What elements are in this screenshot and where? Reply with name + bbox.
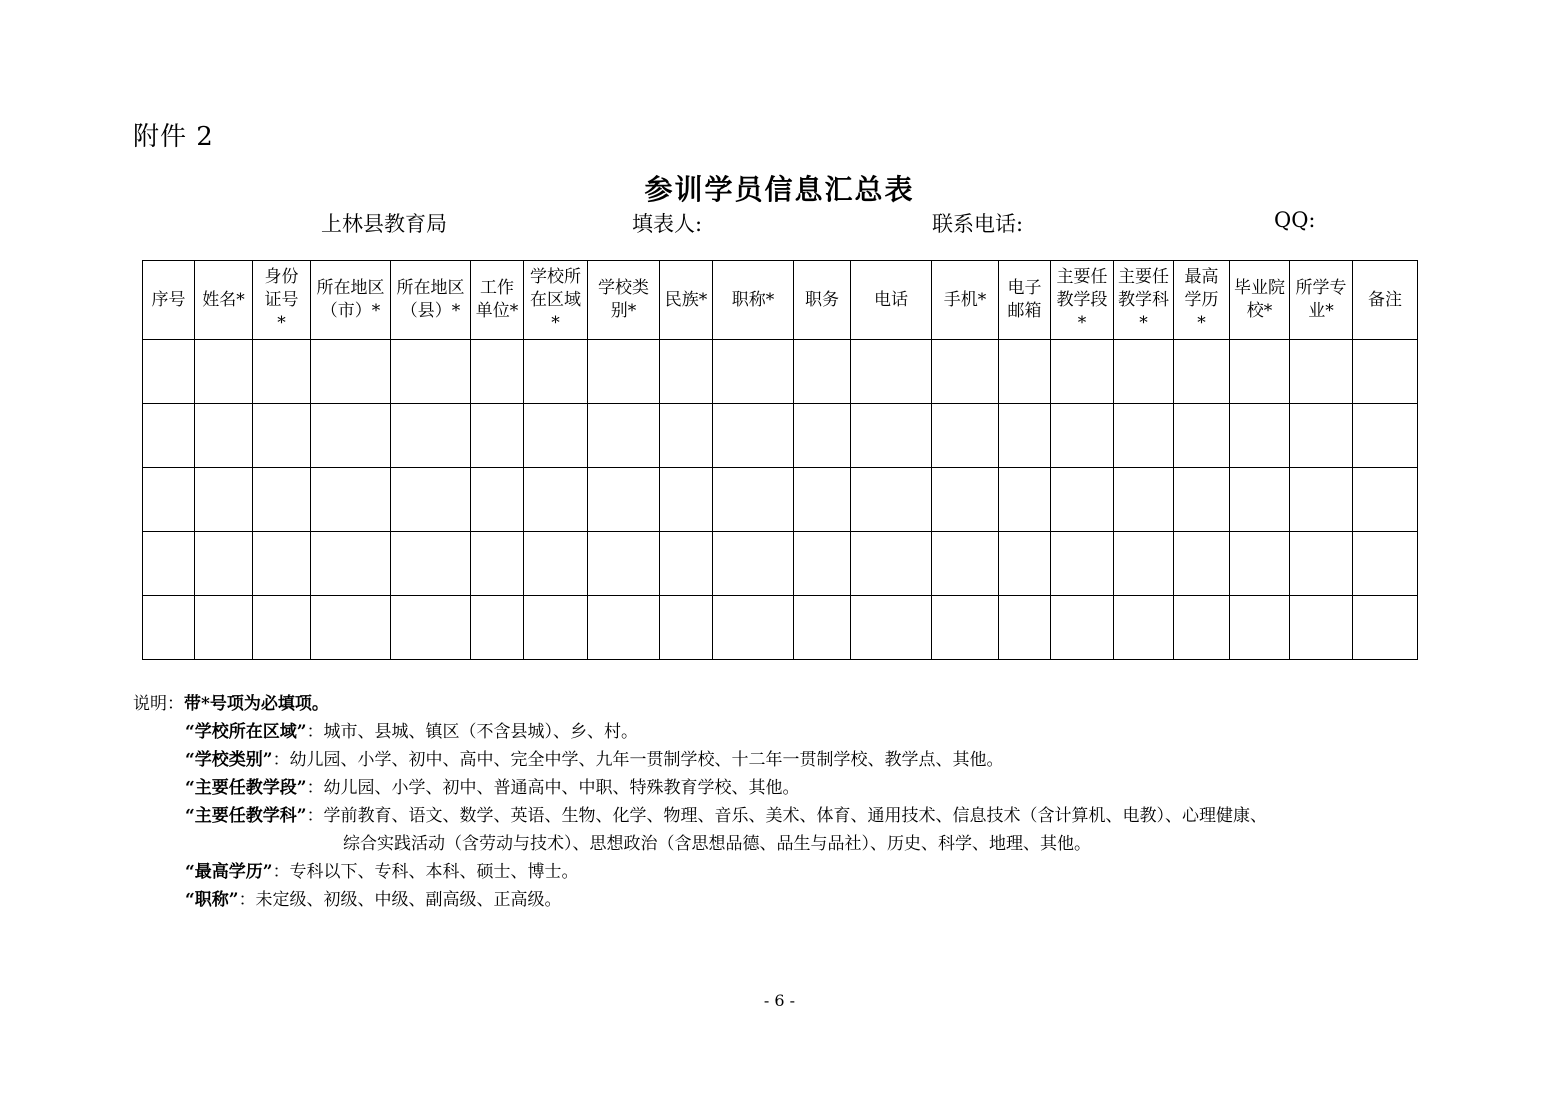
table-cell[interactable] — [713, 468, 794, 532]
table-cell[interactable] — [932, 468, 999, 532]
table-cell[interactable] — [471, 468, 524, 532]
note-text: ：专科以下、专科、本科、硕士、博士。 — [272, 862, 579, 882]
column-header-label: 最高学历* — [1184, 266, 1219, 333]
table-cell[interactable] — [588, 532, 660, 596]
table-cell[interactable] — [391, 468, 471, 532]
note-text: ：未定级、初级、中级、副高级、正高级。 — [238, 890, 562, 910]
table-cell[interactable] — [794, 468, 851, 532]
table-cell[interactable] — [471, 404, 524, 468]
table-cell[interactable] — [311, 532, 391, 596]
table-cell[interactable] — [713, 340, 794, 404]
table-row — [143, 468, 1418, 532]
column-header-label: 所学专业* — [1295, 278, 1347, 321]
column-header — [1290, 261, 1353, 340]
note-item — [133, 886, 1267, 914]
column-header — [253, 261, 311, 340]
table-cell[interactable] — [253, 468, 311, 532]
table-cell[interactable] — [588, 340, 660, 404]
table-cell[interactable] — [1051, 468, 1114, 532]
column-header-label: 主要任教学科* — [1118, 266, 1169, 333]
table-cell[interactable] — [999, 596, 1051, 660]
table-cell[interactable] — [253, 596, 311, 660]
column-header-label: 学校所在区域* — [530, 266, 581, 333]
table-cell[interactable] — [932, 340, 999, 404]
column-header-label: 主要任教学段* — [1056, 266, 1108, 333]
column-header — [1230, 261, 1290, 340]
filler-label: 填表人: — [632, 212, 703, 236]
table-cell[interactable] — [195, 404, 253, 468]
table-cell[interactable] — [1114, 468, 1174, 532]
table-cell[interactable] — [660, 596, 713, 660]
table-cell[interactable] — [713, 404, 794, 468]
column-header-label: 职称* — [731, 289, 775, 310]
note-item — [133, 774, 1267, 802]
table-cell[interactable] — [588, 468, 660, 532]
table-cell[interactable] — [311, 596, 391, 660]
table-cell[interactable] — [932, 532, 999, 596]
note-label: “学校类别” — [185, 750, 273, 770]
note-text: ：城市、县城、镇区（不含县城）、乡、村。 — [306, 722, 639, 742]
table-cell[interactable] — [471, 532, 524, 596]
table-cell[interactable] — [143, 404, 195, 468]
table-cell[interactable] — [1290, 340, 1353, 404]
column-header-label: 序号 — [151, 289, 186, 310]
page-number: - 6 - — [763, 991, 796, 1010]
document-title: 参训学员信息汇总表 — [644, 173, 915, 206]
note-text: ：幼儿园、小学、初中、普通高中、中职、特殊教育学校、其他。 — [306, 778, 800, 798]
column-header — [1353, 261, 1418, 340]
table-cell[interactable] — [1114, 596, 1174, 660]
table-cell[interactable] — [1051, 340, 1114, 404]
column-header — [713, 261, 794, 340]
table-cell[interactable] — [660, 468, 713, 532]
table-cell[interactable] — [1051, 532, 1114, 596]
table-cell[interactable] — [1290, 468, 1353, 532]
column-header-label: 备注 — [1368, 289, 1402, 310]
note-item — [133, 746, 1267, 774]
column-header — [1174, 261, 1230, 340]
table-cell[interactable] — [311, 404, 391, 468]
column-header-label: 电子邮箱 — [1007, 278, 1042, 321]
table-cell[interactable] — [195, 596, 253, 660]
table-cell[interactable] — [660, 340, 713, 404]
table-cell[interactable] — [253, 340, 311, 404]
column-header — [588, 261, 660, 340]
table-cell[interactable] — [143, 596, 195, 660]
column-header-label: 工作单位* — [475, 278, 519, 321]
table-cell[interactable] — [195, 532, 253, 596]
table-cell[interactable] — [471, 596, 524, 660]
table-cell[interactable] — [588, 404, 660, 468]
table-cell[interactable] — [524, 532, 588, 596]
column-header — [660, 261, 713, 340]
table-cell[interactable] — [143, 340, 195, 404]
table-cell[interactable] — [524, 404, 588, 468]
column-header-label: 所在地区（县）* — [396, 278, 465, 321]
table-cell[interactable] — [1051, 404, 1114, 468]
table-body — [143, 340, 1418, 660]
column-header — [471, 261, 524, 340]
table-cell[interactable] — [713, 532, 794, 596]
table-cell[interactable] — [1051, 596, 1114, 660]
table-row — [143, 596, 1418, 660]
column-header — [1051, 261, 1114, 340]
table-cell[interactable] — [1174, 404, 1230, 468]
table-cell[interactable] — [1174, 468, 1230, 532]
table-cell[interactable] — [794, 596, 851, 660]
table-cell[interactable] — [391, 404, 471, 468]
table-cell[interactable] — [195, 340, 253, 404]
table-cell[interactable] — [1114, 532, 1174, 596]
table-cell[interactable] — [143, 532, 195, 596]
table-cell[interactable] — [1230, 532, 1290, 596]
table-cell[interactable] — [253, 404, 311, 468]
notes-section — [133, 690, 1267, 914]
table-cell[interactable] — [713, 596, 794, 660]
column-header-label: 民族* — [664, 289, 708, 310]
column-header-label: 学校类别* — [598, 278, 649, 321]
table-cell[interactable] — [851, 404, 932, 468]
column-header — [143, 261, 195, 340]
table-cell[interactable] — [524, 340, 588, 404]
table-cell[interactable] — [794, 404, 851, 468]
column-header — [999, 261, 1051, 340]
table-cell[interactable] — [143, 468, 195, 532]
table-cell[interactable] — [1230, 340, 1290, 404]
notes-intro — [133, 690, 1267, 718]
note-label: “学校所在区域” — [185, 722, 307, 742]
table-cell[interactable] — [794, 532, 851, 596]
table-cell[interactable] — [1353, 404, 1418, 468]
note-label: “主要任教学段” — [185, 778, 307, 798]
column-header-label: 手机* — [943, 289, 987, 310]
table-cell[interactable] — [851, 468, 932, 532]
column-header — [524, 261, 588, 340]
column-header-label: 职务 — [805, 289, 839, 310]
table-row — [143, 532, 1418, 596]
table-cell[interactable] — [1230, 404, 1290, 468]
table-cell[interactable] — [660, 404, 713, 468]
column-header-label: 姓名* — [202, 289, 245, 310]
column-header — [195, 261, 253, 340]
column-header-label: 电话 — [874, 289, 908, 310]
table-cell[interactable] — [524, 596, 588, 660]
phone-label: 联系电话: — [932, 212, 1024, 236]
note-label: “最高学历” — [185, 862, 273, 882]
column-header-label: 身份证号* — [264, 266, 299, 333]
table-cell[interactable] — [311, 468, 391, 532]
table-cell[interactable] — [1230, 468, 1290, 532]
table-cell[interactable] — [391, 340, 471, 404]
column-header — [851, 261, 932, 340]
table-cell[interactable] — [253, 532, 311, 596]
table-cell[interactable] — [932, 404, 999, 468]
note-item — [133, 802, 1267, 830]
table-cell[interactable] — [311, 340, 391, 404]
table-cell[interactable] — [851, 532, 932, 596]
note-item — [133, 858, 1267, 886]
table-cell[interactable] — [1174, 340, 1230, 404]
notes-intro-label: 说明： — [133, 694, 184, 714]
table-cell[interactable] — [999, 468, 1051, 532]
table-cell[interactable] — [851, 340, 932, 404]
column-header — [391, 261, 471, 340]
note-label: “主要任教学科” — [185, 806, 307, 826]
table-cell[interactable] — [999, 404, 1051, 468]
note-text: ：学前教育、语文、数学、英语、生物、化学、物理、音乐、美术、体育、通用技术、信息技术（含计算机、电教）、心理健康、 — [306, 806, 1268, 826]
notes-intro-text: 带*号项为必填项。 — [184, 694, 329, 714]
table-cell[interactable] — [1174, 532, 1230, 596]
table-cell[interactable] — [391, 596, 471, 660]
table-cell[interactable] — [1174, 596, 1230, 660]
table-cell[interactable] — [1353, 532, 1418, 596]
table-cell[interactable] — [1290, 404, 1353, 468]
attachment-label: 附件 2 — [133, 122, 214, 152]
table-cell[interactable] — [999, 532, 1051, 596]
note-label: “职称” — [185, 890, 239, 910]
table-cell[interactable] — [794, 340, 851, 404]
note-text: ：幼儿园、小学、初中、高中、完全中学、九年一贯制学校、十二年一贯制学校、教学点、其他。 — [272, 750, 1004, 770]
table-cell[interactable] — [524, 468, 588, 532]
organization-name: 上林县教育局 — [321, 212, 447, 236]
trainee-info-table — [142, 260, 1418, 660]
column-header-label: 所在地区（市）* — [316, 278, 385, 321]
table-row — [143, 340, 1418, 404]
table-cell[interactable] — [660, 532, 713, 596]
column-header — [1114, 261, 1174, 340]
note-continuation: 综合实践活动（含劳动与技术）、思想政治（含思想品德、品生与品社）、历史、科学、地理、其他。 — [343, 834, 1091, 854]
table-cell[interactable] — [588, 596, 660, 660]
column-header — [794, 261, 851, 340]
table-cell[interactable] — [1230, 596, 1290, 660]
column-header-label: 毕业院校* — [1234, 278, 1285, 321]
table-cell[interactable] — [471, 340, 524, 404]
table-cell[interactable] — [851, 596, 932, 660]
column-header — [932, 261, 999, 340]
table-cell[interactable] — [1353, 468, 1418, 532]
column-header — [311, 261, 391, 340]
table-cell[interactable] — [1353, 596, 1418, 660]
table-cell[interactable] — [1114, 340, 1174, 404]
table-cell[interactable] — [195, 468, 253, 532]
table-cell[interactable] — [932, 596, 999, 660]
table-row — [143, 404, 1418, 468]
table-cell[interactable] — [1290, 596, 1353, 660]
table-cell[interactable] — [1114, 404, 1174, 468]
table-cell[interactable] — [1353, 340, 1418, 404]
table-cell[interactable] — [1290, 532, 1353, 596]
table-cell[interactable] — [999, 340, 1051, 404]
table-header-row — [143, 261, 1418, 340]
table-cell[interactable] — [391, 532, 471, 596]
note-item — [133, 718, 1267, 746]
qq-label: QQ: — [1274, 208, 1316, 232]
